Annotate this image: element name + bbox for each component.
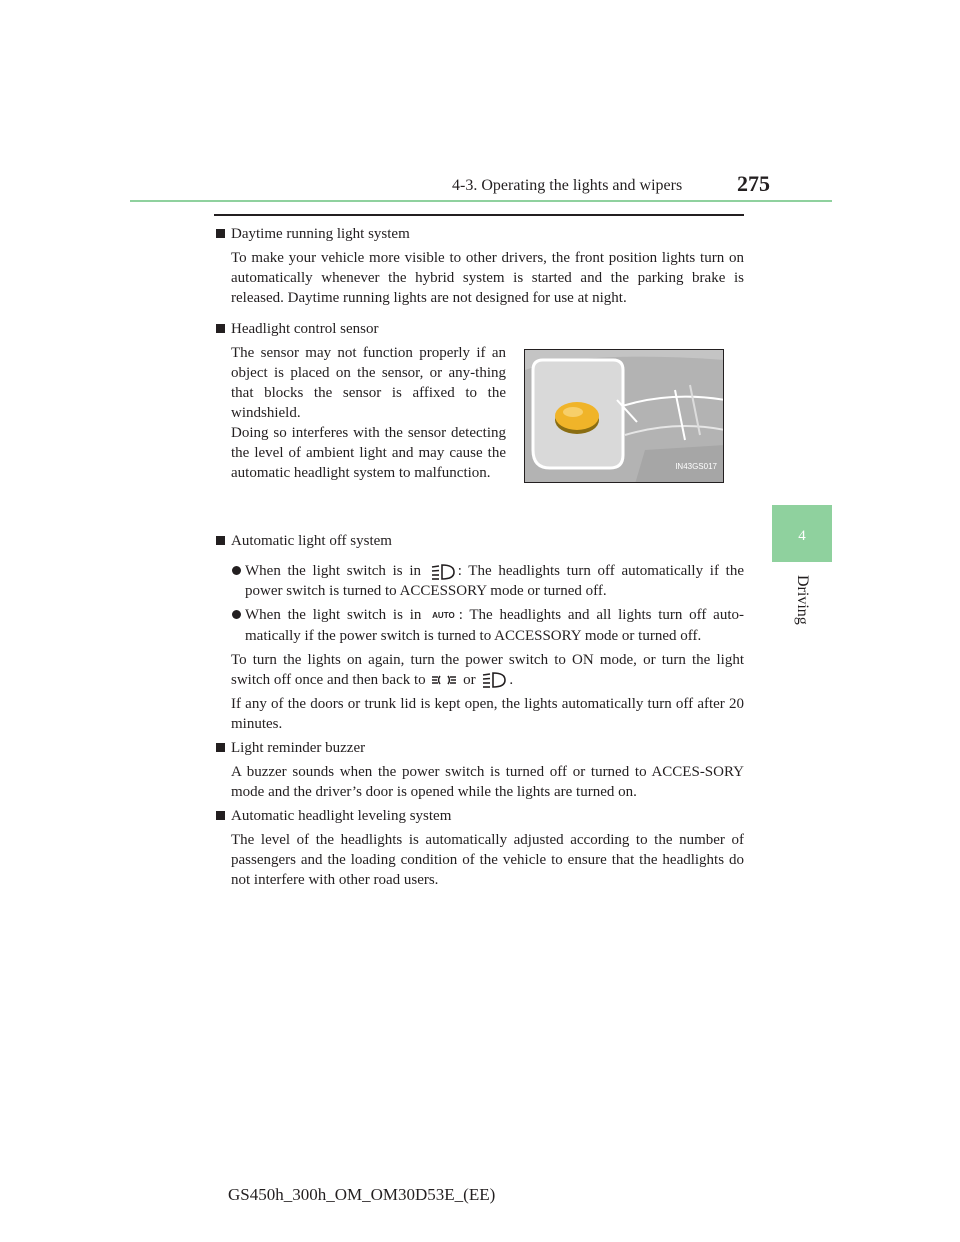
bullet-1-text: : The headlights turn off automatically if the power switch is turned to ACCESSORY mode or turned off. (245, 563, 744, 599)
footer-model-code: GS450h_300h_OM_OM30D53E_(EE) (228, 1185, 496, 1204)
page-content (214, 222, 744, 890)
headlight-icon (479, 671, 509, 689)
headlight-icon (428, 563, 458, 581)
page-number: 275 (737, 171, 770, 196)
sensor-illustration (524, 349, 724, 483)
doors-open-text: If any of the doors or trunk lid is kept open, the lights automatically turn off after 20 minutes. (231, 695, 744, 732)
heading-automatic-headlight-leveling: Automatic headlight leveling system (214, 806, 744, 826)
chapter-label (791, 575, 813, 655)
tail-light-icon (429, 671, 459, 689)
chapter-label-text: Driving (794, 575, 811, 625)
bullet-2-text: : The headlights and all lights turn off auto-matically if the power switch is turned to ACCESSORY mode or turned off. (245, 607, 744, 644)
auto-icon: AUTO (432, 610, 455, 620)
bullet-auto-position (214, 605, 744, 646)
light-reminder-buzzer-text: A buzzer sounds when the power switch is turned off or turned to ACCES-SORY mode and the driver’s door is opened while the lights are turned on. (231, 763, 744, 800)
automatic-headlight-leveling-text: The level of the headlights is automatically adjusted according to the number of passengers and the loading condition of the vehicle to ensure that the headlights do not interfere with other road users. (231, 831, 744, 888)
content-rule (214, 214, 744, 216)
sensor-text (231, 343, 506, 483)
heading-light-reminder-buzzer: Light reminder buzzer (214, 738, 744, 758)
sensor-text-2: Doing so interferes with the sensor detecting the level of ambient light and may cause the automatic headlight system to malfunction. (231, 425, 506, 481)
chapter-number: 4 (798, 528, 806, 544)
heading-headlight-control-sensor: Headlight control sensor (214, 319, 744, 339)
figure-code: IN43GS017 (675, 462, 717, 471)
bullet-headlight-position (214, 561, 744, 601)
daytime-running-light-text: To make your vehicle more visible to other drivers, the front position lights turn on automatically whenever the hybrid system is started and the parking brake is released. Daytime running lights are not designed for use at night. (231, 250, 744, 306)
page-header (0, 0, 960, 205)
sensor-text-1: The sensor may not function properly if an object is placed on the sensor, or any-thing that blocks the sensor is affixed to the windshield. (231, 345, 506, 421)
header-rule (130, 200, 832, 202)
para-1-end: . (509, 671, 514, 688)
heading-daytime-running-light: Daytime running light system (214, 224, 744, 244)
para-1-text: To turn the lights on again, turn the power switch to ON mode, or turn the light switch off once and then back to (231, 651, 744, 688)
bullet-1-lead: When the light switch is in (245, 563, 421, 579)
para-1-or: or (463, 671, 476, 688)
turn-lights-on-again-text (214, 650, 744, 690)
section-title: 4-3. Operating the lights and wipers (452, 177, 683, 194)
bullet-2-lead: When the light switch is in (245, 607, 422, 623)
sensor-block (214, 343, 744, 529)
heading-automatic-light-off: Automatic light off system (214, 531, 744, 551)
